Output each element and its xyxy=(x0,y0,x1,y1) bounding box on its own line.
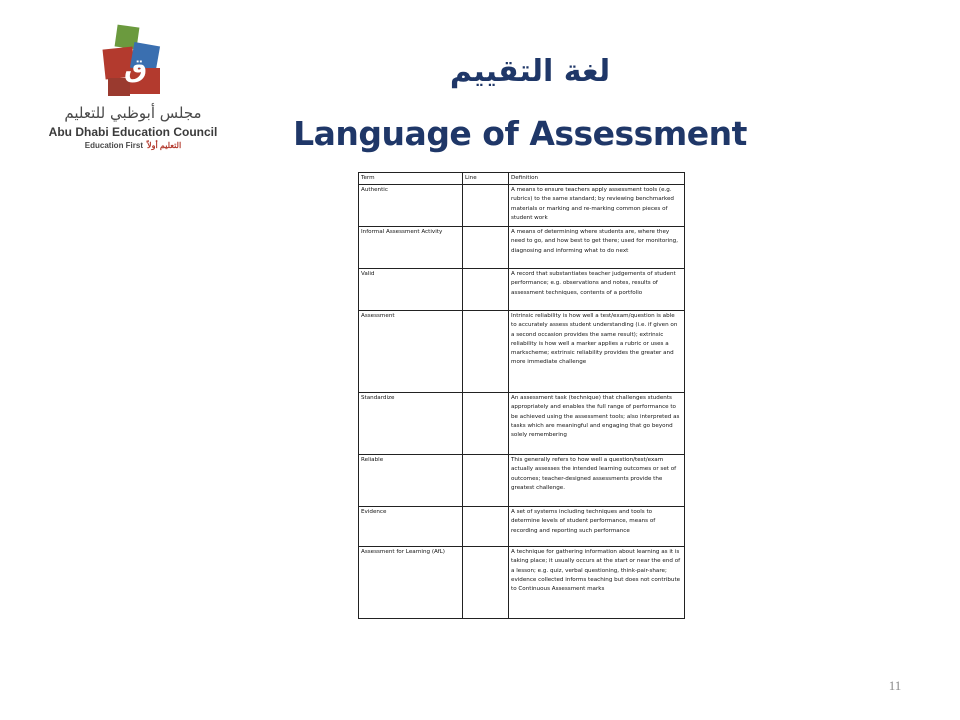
table-row xyxy=(359,393,685,455)
term-cell: Authentic xyxy=(359,185,463,227)
line-cell xyxy=(463,311,509,393)
table-row xyxy=(359,507,685,547)
table-row xyxy=(359,185,685,227)
definition-cell: A set of systems including techniques and tools to determine levels of student performance, means of recording and reporting such performance xyxy=(509,507,685,547)
line-cell xyxy=(463,547,509,619)
term-cell: Assessment for Learning (AfL) xyxy=(359,547,463,619)
term-cell: Reliable xyxy=(359,455,463,507)
line-cell xyxy=(463,393,509,455)
table-row xyxy=(359,269,685,311)
adec-logo xyxy=(48,22,218,152)
table-row xyxy=(359,455,685,507)
table-row xyxy=(359,547,685,619)
header-line: Line xyxy=(463,173,509,185)
logo-tagline xyxy=(48,141,218,150)
term-cell: Standardize xyxy=(359,393,463,455)
logo-arabic-name: مجلس أبوظبي للتعليم xyxy=(64,104,202,122)
line-cell xyxy=(463,227,509,269)
logo-english-name: Abu Dhabi Education Council xyxy=(48,125,218,139)
definition-cell: An assessment task (technique) that challenges students appropriately and enables the full range of performance to be achieved using the assessment tools; also interpreted as tasks which are meaningful and engaging that go beyond solely remembering xyxy=(509,393,685,455)
definition-cell: A record that substantiates teacher judgements of student performance; e.g. observations and notes, results of assessment techniques, contents of a portfolio xyxy=(509,269,685,311)
definition-cell: A means of determining where students are, where they need to go, and how best to get there; used for monitoring, diagnosing and informing what to do next xyxy=(509,227,685,269)
adec-emblem-icon xyxy=(94,22,174,102)
line-cell xyxy=(463,185,509,227)
line-cell xyxy=(463,455,509,507)
logo-tagline-en: Education First xyxy=(84,141,144,150)
logo-tagline-ar: التعليم أولاً xyxy=(147,141,182,150)
svg-text:ق: ق xyxy=(124,54,148,84)
term-cell: Evidence xyxy=(359,507,463,547)
definition-cell: This generally refers to how well a question/test/exam actually assesses the intended learning outcomes or set of outcomes; teacher-designed assessments provide the greatest challenge. xyxy=(509,455,685,507)
title-arabic: لغة التقييم xyxy=(449,54,611,89)
definition-cell: A technique for gathering information about learning as it is taking place; it usually occurs at the start or near the end of a lesson; e.g. quiz, verbal questioning, think-pair-share; evidence collected informs teaching but does not contribute to Continuous Assessment marks xyxy=(509,547,685,619)
header-term: Term xyxy=(359,173,463,185)
assessment-terms-table xyxy=(358,172,685,619)
table-row xyxy=(359,311,685,393)
line-cell xyxy=(463,507,509,547)
page-number: 11 xyxy=(888,678,902,693)
term-cell: Valid xyxy=(359,269,463,311)
term-cell: Assessment xyxy=(359,311,463,393)
definition-cell: Intrinsic reliability is how well a test/exam/question is able to accurately assess student understanding (i.e. if given on a second occasion provides the same result); extrinsic reliability is how well a marker applies a rubric or uses a markscheme; extrinsic reliability provides the greater and more immediate challenge xyxy=(509,311,685,393)
title-english: Language of Assessment xyxy=(293,114,747,153)
line-cell xyxy=(463,269,509,311)
table-header-row xyxy=(359,173,685,185)
definition-cell: A means to ensure teachers apply assessment tools (e.g. rubrics) to the same standard; by reviewing benchmarked materials or marking and re-marking common pieces of student work xyxy=(509,185,685,227)
table-row xyxy=(359,227,685,269)
term-cell: Informal Assessment Activity xyxy=(359,227,463,269)
header-definition: Definition xyxy=(509,173,685,185)
